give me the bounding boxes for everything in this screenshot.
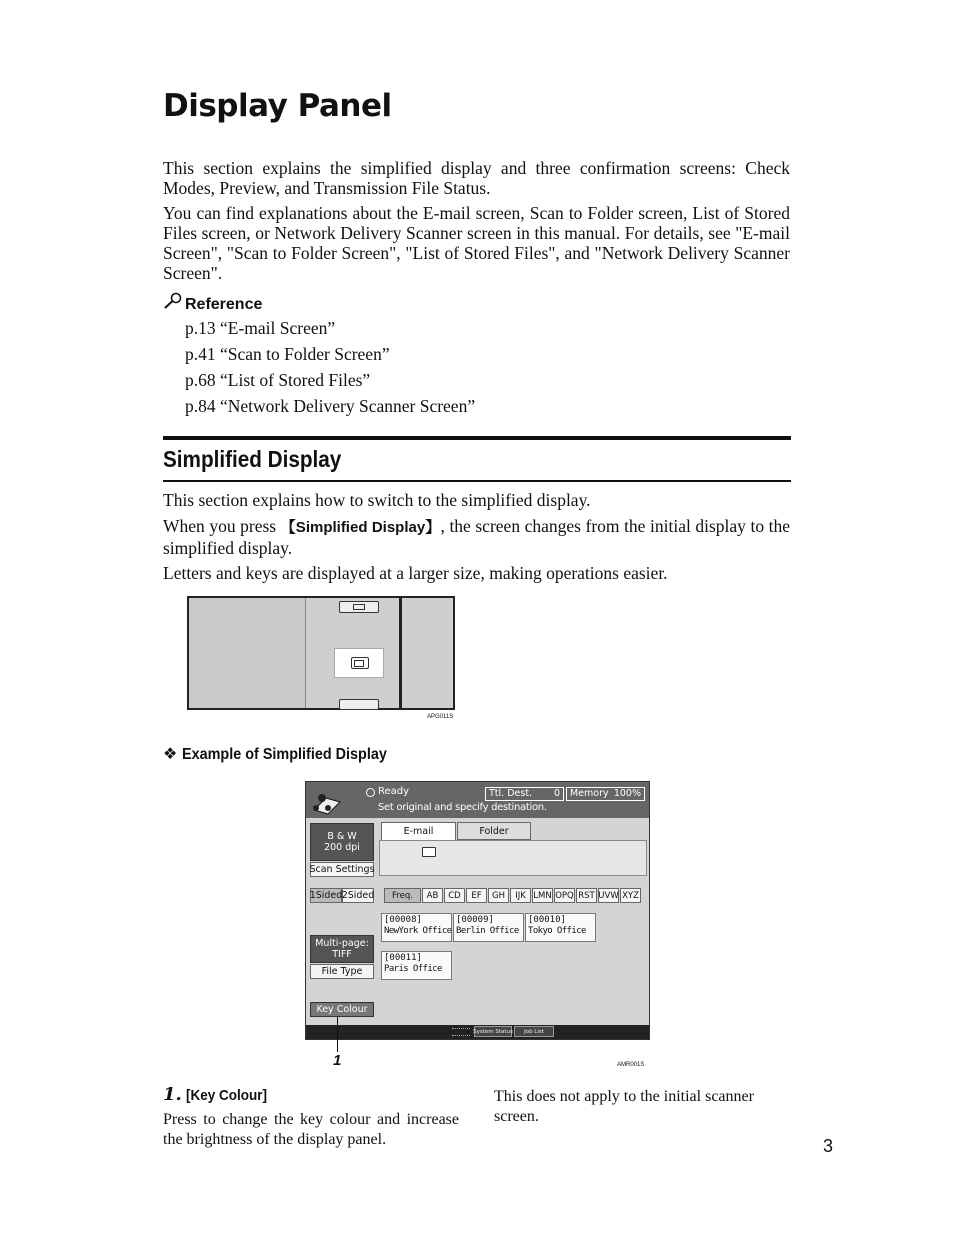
memory-value: 100% <box>613 788 641 799</box>
p2-after: , the screen changes from the initial display to the simplified display. <box>163 516 791 558</box>
section-rule-bottom <box>163 480 791 482</box>
section-paragraph-3: Letters and keys are displayed at a larger size, making operations easier. <box>163 563 668 583</box>
figure2-code: AMR001S <box>617 1062 645 1068</box>
index-key-xyz[interactable]: XYZ <box>620 888 641 903</box>
status-text: Ready <box>378 786 410 797</box>
reference-link-4[interactable]: p.84 “Network Delivery Scanner Screen” <box>185 396 476 416</box>
intro-paragraph-2: You can find explanations about the E-mail screen, Scan to Folder screen, List of Stored Files screen, or Network Delivery Scanner screen in this manual. For details, see "E-mail Screen", "Scan to Folder Screen", "List of Stored Files", and "Network Delivery Scanner Screen". <box>163 203 790 283</box>
item1-number: 1. <box>163 1084 182 1105</box>
control-panel-figure <box>187 596 455 710</box>
index-key-opq[interactable]: OPQ <box>554 888 575 903</box>
destination-key[interactable] <box>381 951 452 980</box>
reference-link-2[interactable]: p.41 “Scan to Folder Screen” <box>185 344 390 364</box>
section-heading: Simplified Display <box>163 446 342 472</box>
index-key-rst[interactable]: RST <box>576 888 597 903</box>
destination-id: [00011] <box>384 953 422 963</box>
destination-id: [00010] <box>528 915 566 925</box>
panel-divider-right <box>399 598 402 708</box>
example-heading <box>163 744 409 764</box>
item1-description: Press to change the key colour and increase the brightness of the display panel. <box>163 1111 459 1148</box>
mode-line-2: 200 dpi <box>324 842 360 853</box>
one-sided-button[interactable]: 1Sided <box>309 890 343 901</box>
ttl-dest-label: Ttl. Dest. <box>489 788 533 799</box>
folder-icon <box>422 847 436 857</box>
bottom-indicator-icon <box>452 1028 470 1036</box>
item1-label: [Key Colour] <box>185 1087 267 1104</box>
index-key-ab[interactable]: AB <box>422 888 443 903</box>
destination-key[interactable] <box>525 913 596 942</box>
page-number: 3 <box>823 1136 834 1156</box>
filetype-line-1: Multi-page: <box>315 938 369 949</box>
mode-line-1: B & W <box>327 831 357 842</box>
section-paragraph-2 <box>163 516 790 558</box>
memory-indicator <box>566 787 645 801</box>
system-status-button[interactable]: System Status <box>474 1026 512 1037</box>
item1-heading <box>163 1084 276 1105</box>
index-key-uvw[interactable]: UVW <box>598 888 619 903</box>
reference-link-1[interactable]: p.13 “E-mail Screen” <box>185 318 336 338</box>
total-destinations <box>485 787 564 801</box>
destination-key[interactable] <box>453 913 524 942</box>
file-type-display[interactable] <box>310 935 374 963</box>
reference-icon <box>163 292 183 315</box>
job-list-button[interactable]: Job List <box>514 1026 554 1037</box>
simplified-display-key-icon[interactable] <box>334 648 384 678</box>
destination-key[interactable] <box>381 913 452 942</box>
simplified-display-key: 【Simplified Display】 <box>280 519 441 536</box>
destination-name: Paris Office <box>384 964 442 974</box>
item1-note: This does not apply to the initial scanner screen. <box>494 1088 754 1125</box>
index-key-ef[interactable]: EF <box>466 888 487 903</box>
ready-indicator-icon <box>366 788 375 797</box>
panel-key-bottom[interactable] <box>339 699 379 710</box>
destination-name: Berlin Office <box>456 926 519 936</box>
destination-id: [00009] <box>456 915 494 925</box>
page-title: Display Panel <box>163 88 392 124</box>
tab-email[interactable]: E-mail <box>381 822 456 840</box>
section-rule-top <box>163 436 791 440</box>
reference-link-3[interactable]: p.68 “List of Stored Files” <box>185 370 371 390</box>
ttl-dest-value: 0 <box>553 788 560 799</box>
intro-paragraph-1: This section explains the simplified display and three confirmation screens: Check Modes, Preview, and Transmission File Status. <box>163 158 790 198</box>
memory-label: Memory <box>570 788 609 799</box>
panel-divider-left <box>305 598 306 708</box>
destination-name: NewYork Office <box>384 926 452 936</box>
simplified-display-screen <box>305 781 650 1040</box>
scan-settings-button[interactable]: Scan Settings <box>309 864 375 875</box>
two-sided-button[interactable]: 2Sided <box>341 890 375 901</box>
callout-number: 1 <box>333 1052 342 1069</box>
destination-id: [00008] <box>384 915 422 925</box>
index-key-freq[interactable]: Freq. <box>384 888 421 903</box>
index-key-gh[interactable]: GH <box>488 888 509 903</box>
panel-left-area <box>189 598 305 708</box>
diamond-bullet-icon: ❖ <box>163 746 178 763</box>
key-colour-button[interactable]: Key Colour <box>310 1002 374 1017</box>
tab-folder[interactable]: Folder <box>457 822 531 840</box>
reference-label: Reference <box>185 296 263 313</box>
filetype-line-2: TIFF <box>332 949 352 960</box>
p2-before: When you press <box>163 516 281 536</box>
destination-name: Tokyo Office <box>528 926 586 936</box>
scanner-icon <box>310 788 344 820</box>
index-key-ijk[interactable]: IJK <box>510 888 531 903</box>
scan-mode-display[interactable] <box>310 823 374 861</box>
file-type-button[interactable]: File Type <box>310 964 374 979</box>
instruction-text: Set original and specify destination. <box>378 802 547 813</box>
example-heading-text: Example of Simplified Display <box>181 746 387 763</box>
panel-key-top[interactable] <box>339 601 379 613</box>
index-key-cd[interactable]: CD <box>444 888 465 903</box>
destination-path-area <box>379 840 647 876</box>
callout-leader-line <box>337 1016 338 1052</box>
index-key-lmn[interactable]: LMN <box>532 888 553 903</box>
section-paragraph-1: This section explains how to switch to the simplified display. <box>163 490 591 510</box>
figure1-code: APG011S <box>427 714 454 720</box>
